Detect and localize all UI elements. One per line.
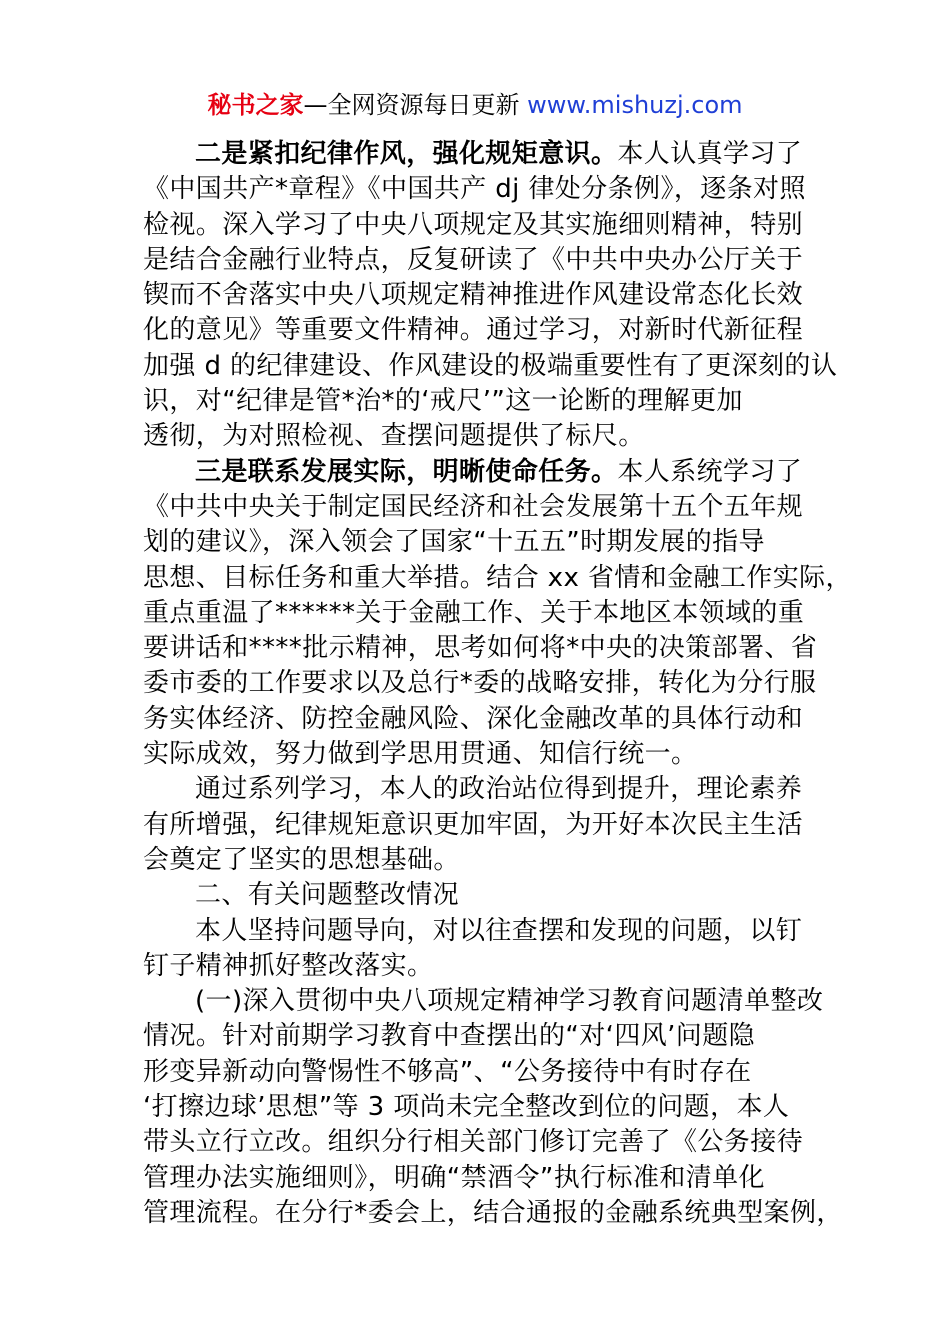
paragraph-line: ‘打擦边球’思想”等 3 项尚未完全整改到位的问题，本人 xyxy=(143,1092,790,1123)
paragraph-line: 《中国共产*章程》《中国共产 dj 律处分条例》，逐条对照 xyxy=(143,174,806,205)
paragraph-line xyxy=(143,137,813,172)
paragraph-line: 重点重温了******关于金融工作、关于本地区本领域的重 xyxy=(143,597,805,628)
paragraph-line: 要讲话和****批示精神，思考如何将*中央的决策部署、省 xyxy=(143,633,818,664)
section-heading: 二、有关问题整改情况 xyxy=(195,880,460,911)
paragraph-line: (一)深入贯彻中央八项规定精神学习教育问题清单整改 xyxy=(195,986,824,1017)
paragraph-line: 识，对“纪律是管*治*的‘戒尺’”这一论断的理解更加 xyxy=(143,386,743,417)
paragraph-line: 有所增强，纪律规矩意识更加牢固，为开好本次民主生活 xyxy=(143,809,804,840)
paragraph-line: 划的建议》，深入领会了国家“十五五”时期发展的指导 xyxy=(143,527,765,558)
paragraph-line: 锲而不舍落实中央八项规定精神推进作风建设常态化长效 xyxy=(143,280,804,311)
paragraph-line: 通过系列学习，本人的政治站位得到提升，理论素养 xyxy=(195,774,803,805)
paragraph-line: 《中共中央关于制定国民经济和社会发展第十五个五年规 xyxy=(143,491,804,522)
paragraph-line: 委市委的工作要求以及总行*委的战略安排，转化为分行服 xyxy=(143,668,817,699)
paragraph-line: 化的意见》等重要文件精神。通过学习，对新时代新征程 xyxy=(143,315,804,346)
site-brand: 秘书之家 xyxy=(207,91,304,119)
paragraph-line: 管理办法实施细则》，明确“禁酒令”执行标准和清单化 xyxy=(143,1162,765,1193)
paragraph-line: 管理流程。在分行*委会上，结合通报的金融系统典型案例， xyxy=(143,1197,843,1228)
paragraph-line: 检视。深入学习了中央八项规定及其实施细则精神，特别 xyxy=(143,209,804,240)
paragraph-line: 会奠定了坚实的思想基础。 xyxy=(143,844,460,875)
paragraph-line: 带头立行立改。组织分行相关部门修订完善了《公务接待 xyxy=(143,1127,804,1158)
line-text: 本人认真学习了 xyxy=(617,139,803,169)
paragraph-heading: 二是紧扣纪律作风，强化规矩意识。 xyxy=(195,139,618,169)
document-body xyxy=(143,137,852,1231)
paragraph-heading: 三是联系发展实际，明晰使命任务。 xyxy=(195,456,618,487)
paragraph-line: 务实体经济、防控金融风险、深化金融改革的具体行动和 xyxy=(143,703,804,734)
site-url-link[interactable]: www.mishuzj.com xyxy=(527,91,743,119)
paragraph-line: 加强 d 的纪律建设、作风建设的极端重要性有了更深刻的认 xyxy=(143,350,838,381)
paragraph-line xyxy=(143,455,813,490)
site-header xyxy=(0,88,950,122)
paragraph-line: 是结合金融行业特点，反复研读了《中共中央办公厅关于 xyxy=(143,244,804,275)
paragraph-line: 情况。针对前期学习教育中查摆出的“对‘四风’问题隐 xyxy=(143,1021,755,1052)
line-text: 本人系统学习了 xyxy=(617,456,803,487)
paragraph-line: 思想、目标任务和重大举措。结合 xx 省情和金融工作实际， xyxy=(143,562,852,593)
paragraph-line: 形变异新动向警惕性不够高”、“公务接待中有时存在 xyxy=(143,1056,752,1087)
paragraph-line: 本人坚持问题导向，对以往查摆和发现的问题，以钉 xyxy=(195,915,803,946)
paragraph-line: 钉子精神抓好整改落实。 xyxy=(143,950,434,981)
paragraph-line: 实际成效，努力做到学思用贯通、知信行统一。 xyxy=(143,739,698,770)
site-slogan: —全网资源每日更新 xyxy=(303,91,520,119)
paragraph-line: 透彻，为对照检视、查摆问题提供了标尺。 xyxy=(143,421,645,452)
